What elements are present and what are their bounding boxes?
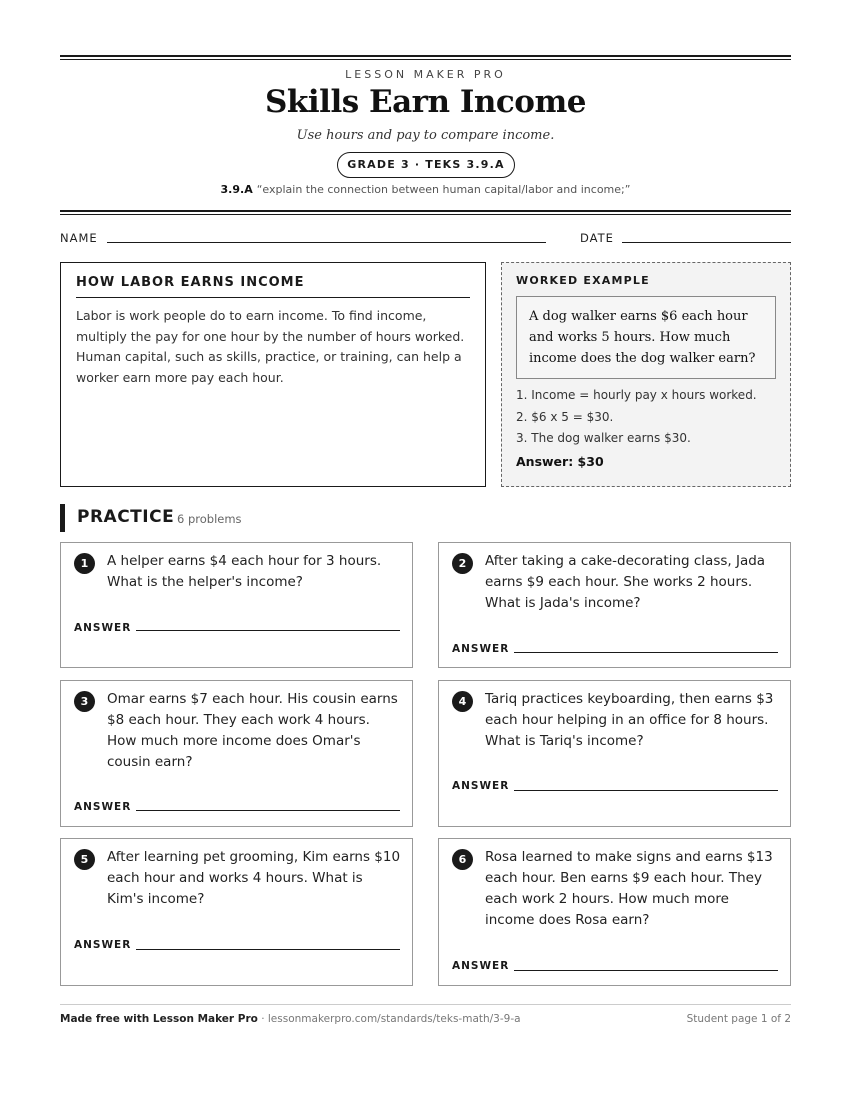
- info-box: [60, 262, 486, 487]
- footer-rule: [60, 1004, 791, 1005]
- header-top-rule: [60, 55, 791, 60]
- problem-text: Tariq practices keyboarding, then earns $3 each hour helping in an office for 8 hours. What is Tariq's income?: [485, 691, 774, 749]
- problem-card-1: [60, 542, 413, 668]
- answer-label: ANSWER: [74, 801, 132, 813]
- standard-line: [60, 183, 791, 196]
- name-label: NAME: [60, 231, 98, 245]
- problem-number: 2: [452, 553, 473, 574]
- problem-number: 5: [74, 849, 95, 870]
- standard-code: 3.9.A: [220, 183, 253, 196]
- worked-example-problem: A dog walker earns $6 each hour and works 5 hours. How much income does the dog walker earn?: [516, 296, 776, 379]
- footer-credit: [60, 1013, 521, 1025]
- answer-label: ANSWER: [74, 622, 132, 634]
- worked-example-heading: WORKED EXAMPLE: [516, 274, 650, 287]
- worked-example-steps: [516, 385, 776, 450]
- info-body: Labor is work people do to earn income. To find income, multiply the pay for one hour by the number of hours worked. Human capital, such as skills, practice, or training, can help a worker earn more pay each hour.: [76, 308, 465, 385]
- header-bottom-rule: [60, 210, 791, 215]
- page-title: Skills Earn Income: [265, 84, 586, 120]
- worked-example-step: 2. $6 x 5 = $30.: [516, 409, 614, 424]
- date-field[interactable]: [622, 242, 791, 243]
- problem-card-5: [60, 838, 413, 986]
- problem-card-4: [438, 680, 791, 827]
- practice-accent-bar: [60, 504, 65, 532]
- problem-text: A helper earns $4 each hour for 3 hours. What is the helper's income?: [107, 553, 382, 590]
- practice-count: 6 problems: [177, 512, 242, 526]
- problem-card-2: [438, 542, 791, 668]
- problem-card-3: [60, 680, 413, 827]
- answer-label: ANSWER: [452, 960, 510, 972]
- date-label: DATE: [580, 231, 614, 245]
- problem-text: Omar earns $7 each hour. His cousin earns $8 each hour. They each work 4 hours. How much more income does Omar's cousin earn?: [107, 691, 398, 770]
- footer-page-number: Student page 1 of 2: [686, 1013, 791, 1025]
- worked-example-step: 3. The dog walker earns $30.: [516, 431, 691, 445]
- answer-label: ANSWER: [452, 643, 510, 655]
- practice-title: PRACTICE: [77, 507, 175, 527]
- answer-line-4[interactable]: [514, 790, 778, 791]
- problem-text: Rosa learned to make signs and earns $13 each hour. Ben earns $9 each hour. They each work 2 hours. How much more income does Rosa earn?: [485, 849, 773, 928]
- standard-text: “explain the connection between human capital/labor and income;”: [256, 183, 631, 196]
- answer-line-6[interactable]: [514, 970, 778, 971]
- problem-number: 4: [452, 691, 473, 712]
- worked-example-answer: Answer: $30: [516, 453, 604, 469]
- brand-name: LESSON MAKER PRO: [345, 68, 506, 81]
- name-field[interactable]: [107, 242, 546, 243]
- footer-url[interactable]: · lessonmakerpro.com/standards/teks-math/3-9-a: [261, 1013, 521, 1025]
- footer-made-with: Made free with Lesson Maker Pro: [60, 1013, 258, 1025]
- problem-number: 3: [74, 691, 95, 712]
- worked-example-box: [501, 262, 791, 487]
- worked-example-step: 1. Income = hourly pay x hours worked.: [516, 388, 757, 402]
- grade-badge: GRADE 3 · TEKS 3.9.A: [337, 152, 515, 178]
- answer-line-5[interactable]: [136, 949, 400, 950]
- answer-label: ANSWER: [452, 780, 510, 792]
- problem-text: After taking a cake-decorating class, Jada earns $9 each hour. She works 2 hours. What is Jada's income?: [485, 553, 766, 611]
- answer-line-3[interactable]: [136, 810, 400, 811]
- problem-number: 6: [452, 849, 473, 870]
- problem-number: 1: [74, 553, 95, 574]
- answer-line-2[interactable]: [514, 652, 778, 653]
- info-heading: HOW LABOR EARNS INCOME: [76, 275, 470, 298]
- answer-line-1[interactable]: [136, 630, 400, 631]
- problem-text: After learning pet grooming, Kim earns $10 each hour and works 4 hours. What is Kim's income?: [107, 849, 401, 907]
- problem-card-6: [438, 838, 791, 986]
- page-subtitle: Use hours and pay to compare income.: [296, 128, 555, 143]
- answer-label: ANSWER: [74, 939, 132, 951]
